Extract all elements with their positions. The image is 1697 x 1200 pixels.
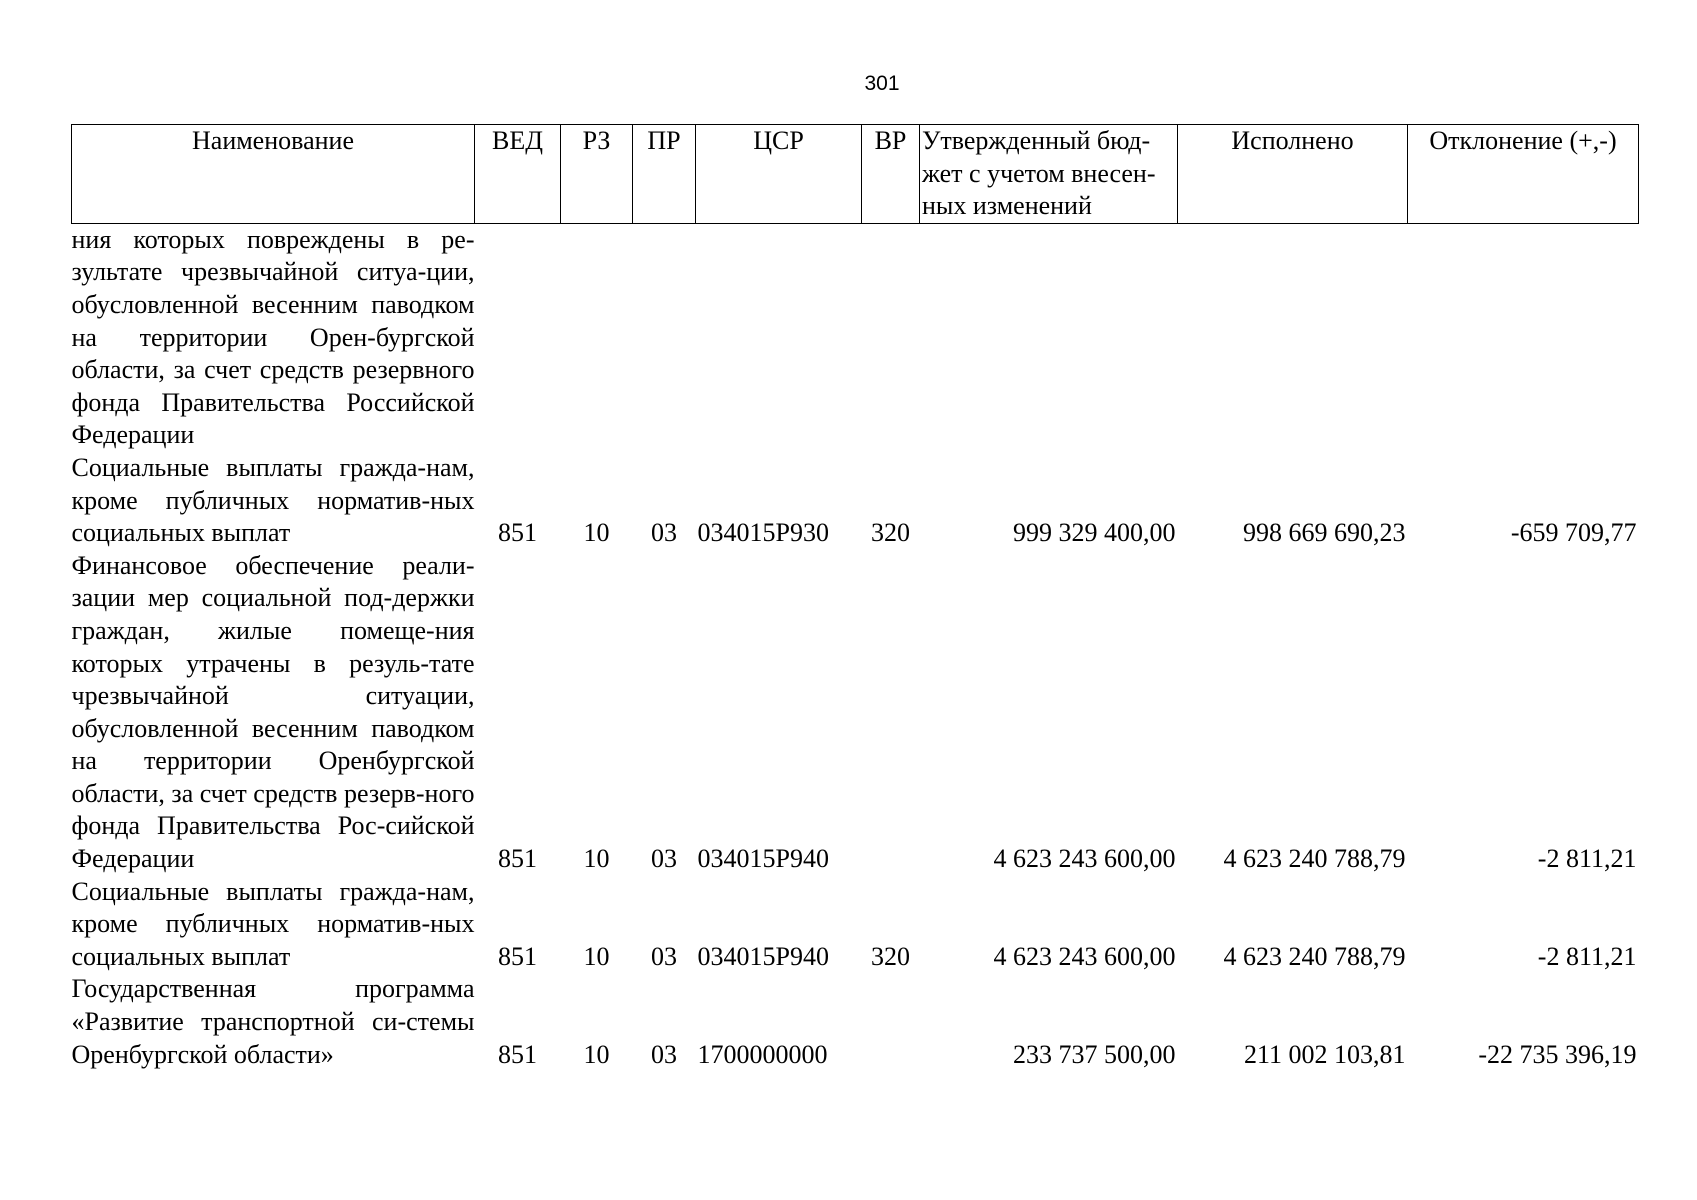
header-vr: ВР [862, 125, 920, 224]
header-executed: Исполнено [1178, 125, 1408, 224]
table-row [72, 550, 1639, 876]
row-pr: 03 [651, 518, 677, 548]
row-vr: 320 [871, 941, 910, 971]
row-name: Финансовое обеспечение реали-зации мер социальной под-держки граждан, жилые помеще-ния которых утрачены в резуль-тате чрезвычайной ситуации, обусловленной весенним паводком на территории Оренбургской области, за счет средств резерв-ного фонда Правительства Рос-сийской Федерации [71, 550, 475, 874]
row-executed: 211 002 103,81 [1243, 1039, 1406, 1069]
row-csr: 1700000000 [697, 1039, 828, 1069]
row-vr [862, 550, 920, 876]
row-vr [862, 973, 920, 1071]
row-executed [1178, 223, 1408, 452]
row-budget [920, 223, 1178, 452]
header-pr: ПР [633, 125, 696, 224]
table-row [72, 223, 1639, 452]
row-name: Социальные выплаты гражда-нам, кроме публичных норматив-ных социальных выплат [71, 452, 475, 548]
table-header-row [72, 125, 1639, 224]
row-pr: 03 [651, 844, 677, 874]
row-csr [696, 223, 862, 452]
header-deviation: Отклонение (+,-) [1408, 125, 1639, 224]
row-budget: 999 329 400,00 [1013, 518, 1176, 548]
row-budget: 233 737 500,00 [1013, 1039, 1176, 1069]
header-name: Наименование [72, 125, 475, 224]
table-row [72, 973, 1639, 1071]
row-budget: 4 623 243 600,00 [993, 941, 1176, 971]
row-pr: 03 [651, 941, 677, 971]
table-row [72, 452, 1639, 550]
row-executed: 4 623 240 788,79 [1223, 941, 1406, 971]
row-vr: 320 [871, 518, 910, 548]
row-ved [475, 223, 561, 452]
row-csr: 034015Р940 [697, 941, 829, 971]
row-csr: 034015Р930 [697, 518, 829, 548]
row-ved: 851 [498, 518, 537, 548]
row-ved: 851 [498, 1039, 537, 1069]
row-ved: 851 [498, 941, 537, 971]
row-pr [633, 223, 696, 452]
row-budget: 4 623 243 600,00 [993, 844, 1176, 874]
header-csr: ЦСР [696, 125, 862, 224]
row-csr: 034015Р940 [697, 844, 829, 874]
row-deviation: -22 735 396,19 [1478, 1039, 1637, 1069]
row-rz: 10 [583, 1039, 610, 1069]
row-rz: 10 [583, 518, 610, 548]
row-name: Государственная программа «Развитие транспортной си-стемы Оренбургской области» [71, 974, 475, 1069]
header-rz: РЗ [561, 125, 633, 224]
row-executed: 4 623 240 788,79 [1223, 844, 1406, 874]
row-deviation: -2 811,21 [1537, 844, 1637, 874]
table-row [72, 876, 1639, 974]
row-rz: 10 [583, 941, 610, 971]
page-number: 301 [864, 72, 900, 95]
row-deviation [1408, 223, 1639, 452]
row-name: Социальные выплаты гражда-нам, кроме публичных норматив-ных социальных выплат [71, 876, 475, 971]
row-rz [561, 223, 633, 452]
row-pr: 03 [651, 1039, 677, 1069]
row-rz: 10 [583, 844, 610, 874]
row-executed: 998 669 690,23 [1243, 518, 1406, 548]
row-name: ния которых повреждены в ре-зультате чрезвычайной ситуа-ции, обусловленной весенним паводком на территории Орен-бургской области, за счет средств резервного фонда Правительства Российской Федерации [71, 224, 475, 450]
row-deviation: -659 709,77 [1510, 518, 1637, 548]
header-ved: ВЕД [475, 125, 561, 224]
budget-table [71, 124, 1639, 1071]
row-vr [862, 223, 920, 452]
row-ved: 851 [498, 844, 537, 874]
header-budget: Утвержденный бюд-жет с учетом внесен-ных изменений [920, 125, 1178, 224]
row-deviation: -2 811,21 [1537, 941, 1637, 971]
